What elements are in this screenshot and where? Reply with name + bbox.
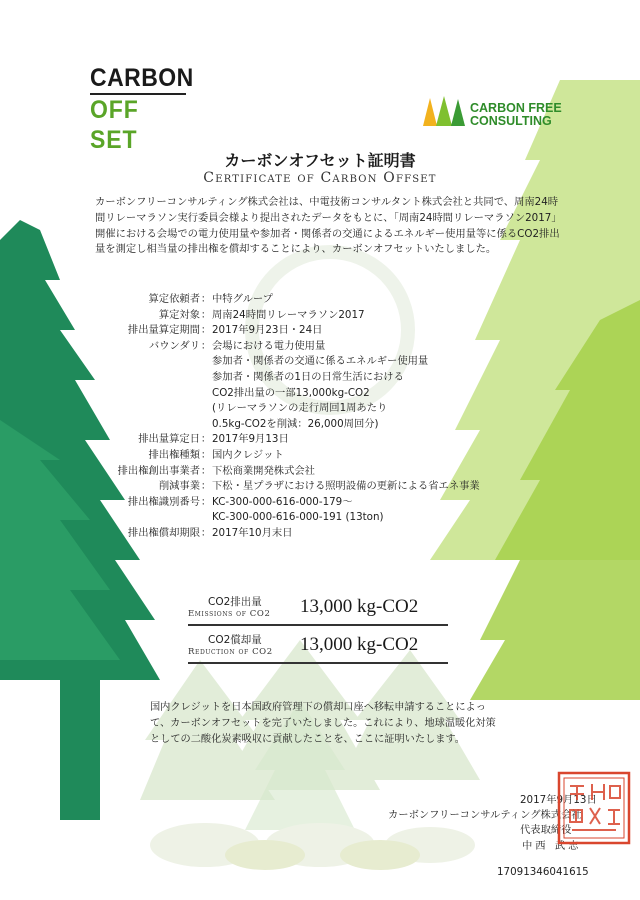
detail-colon: ：: [200, 495, 212, 508]
closing-paragraph: 国内クレジットを日本国政府管理下の償却口座へ移転申請することによって、カーボンオフセットを完了いたしました。これにより、地球温暖化対策としての二酸化炭素吸収に貢献したことを、ここに証明いたします。: [150, 702, 496, 745]
reduction-label-ja: CO2償却量: [208, 634, 262, 646]
detail-label: 排出権種類: [148, 448, 200, 461]
certificate-title: カーボンオフセット証明書: [224, 151, 416, 170]
serial-number: 17091346041615: [497, 866, 589, 878]
detail-value: 2017年9月13日: [212, 433, 289, 446]
company-seal-stamp: [556, 770, 632, 846]
logo-offset-text: OFF SET: [90, 96, 139, 154]
detail-row: [0, 339, 640, 355]
reduction-underline: [188, 662, 448, 664]
certificate-subtitle: Certificate of Carbon Offset: [203, 170, 437, 186]
detail-colon: [200, 417, 212, 433]
detail-label: バウンダリ: [148, 339, 200, 352]
detail-row: [0, 401, 640, 417]
details-table: [0, 292, 640, 542]
detail-colon: ：: [200, 480, 212, 493]
detail-value: KC-300-000-616-000-191 (13ton): [212, 511, 384, 524]
logo-carbon-text: CARBON: [90, 64, 194, 92]
detail-row: [0, 432, 640, 448]
detail-value: 国内クレジット: [212, 448, 284, 461]
detail-label: 排出量算定期間: [127, 324, 200, 337]
detail-value: 下松・星プラザにおける照明設備の更新による省エネ事業: [212, 480, 480, 493]
detail-colon: ：: [200, 464, 212, 477]
detail-colon: ：: [200, 433, 212, 446]
logo-consulting-line2: CONSULTING: [470, 114, 552, 128]
issue-date: 2017年9月13日: [520, 794, 597, 806]
intro-paragraph: カーボンフリーコンサルティング株式会社は、中電技術コンサルタント株式会社と共同で、周南24時間リレーマラソン実行委員会様より提出されたデータをもとに、「周南24時間リレーマラソン2017」開催における会場での電力使用量や参加者・関係者の交通によるエネルギー使用量等に係るCO2排出量を測定し相当量の排出権を償却することにより、カーボンオフセットいたしました。: [95, 196, 562, 256]
detail-value: 周南24時間リレーマラソン2017: [212, 308, 365, 321]
emissions-label-en: Emissions of CO2: [188, 609, 271, 619]
detail-label: 削減事業: [158, 480, 200, 493]
emissions-label-ja: CO2排出量: [208, 596, 262, 608]
detail-label: 算定依頼者: [148, 293, 200, 305]
detail-value: 2017年9月23日・24日: [212, 324, 323, 337]
detail-row: [0, 417, 640, 433]
detail-value: 参加者・関係者の交通に係るエネルギー使用量: [212, 355, 429, 368]
detail-row: [0, 479, 640, 495]
detail-colon: [200, 354, 212, 370]
detail-value: 参加者・関係者の1日の日常生活における: [212, 370, 404, 383]
detail-row: [0, 292, 640, 308]
detail-row: [0, 510, 640, 526]
detail-colon: ：: [200, 324, 212, 337]
detail-label: 排出権創出事業者: [117, 464, 200, 477]
detail-row: [0, 370, 640, 386]
issuer-name: 中西 武志: [522, 840, 582, 852]
detail-row: [0, 448, 640, 464]
detail-colon: ：: [200, 293, 212, 305]
detail-row: [0, 354, 640, 370]
logo-consulting-line1: CARBON FREE: [470, 101, 562, 115]
detail-row: [0, 308, 640, 324]
detail-colon: ：: [200, 448, 212, 461]
detail-label: [0, 401, 200, 417]
detail-label: [0, 510, 200, 526]
detail-label: [0, 386, 200, 402]
trees-logo-icon: [422, 96, 466, 128]
carbon-offset-logo: [90, 64, 194, 155]
detail-value: 下松商業開発株式会社: [212, 464, 315, 477]
detail-row: [0, 386, 640, 402]
detail-row: [0, 526, 640, 542]
detail-label: 排出権償却期限: [127, 526, 200, 539]
reduction-label-en: Reduction of CO2: [188, 647, 273, 657]
detail-value: (リレーマラソンの走行周回1周あたり: [212, 402, 388, 415]
reduction-value: 13,000 kg-CO2: [300, 634, 419, 655]
emissions-value: 13,000 kg-CO2: [300, 596, 419, 617]
detail-value: 2017年10月末日: [212, 526, 293, 539]
issuer-company: カーボンフリーコンサルティング株式会社: [388, 809, 582, 821]
detail-colon: ：: [200, 339, 212, 352]
detail-value: CO2排出量の一部13,000kg-CO2: [212, 386, 370, 399]
detail-row: [0, 495, 640, 511]
ground-decoration: [150, 823, 475, 867]
detail-colon: [200, 401, 212, 417]
detail-colon: [200, 510, 212, 526]
detail-colon: [200, 386, 212, 402]
issuer-title: 代表取締役: [520, 824, 572, 836]
detail-value: KC-300-000-616-000-179～: [212, 495, 353, 508]
detail-colon: ：: [200, 526, 212, 539]
emissions-underline: [188, 624, 448, 626]
carbon-free-consulting-logo: [422, 96, 562, 128]
detail-row: [0, 323, 640, 339]
detail-colon: [200, 370, 212, 386]
detail-label: 算定対象: [158, 308, 200, 321]
detail-value: 会場における電力使用量: [212, 339, 326, 352]
detail-label: [0, 417, 200, 433]
detail-label: [0, 354, 200, 370]
detail-row: [0, 464, 640, 480]
detail-label: 排出量算定日: [138, 433, 200, 446]
detail-colon: ：: [200, 308, 212, 321]
detail-value: 中特グループ: [212, 293, 273, 305]
detail-label: [0, 370, 200, 386]
detail-label: 排出権識別番号: [127, 495, 200, 508]
detail-value: 0.5kg-CO2を削減：26,000周回分): [212, 417, 379, 430]
